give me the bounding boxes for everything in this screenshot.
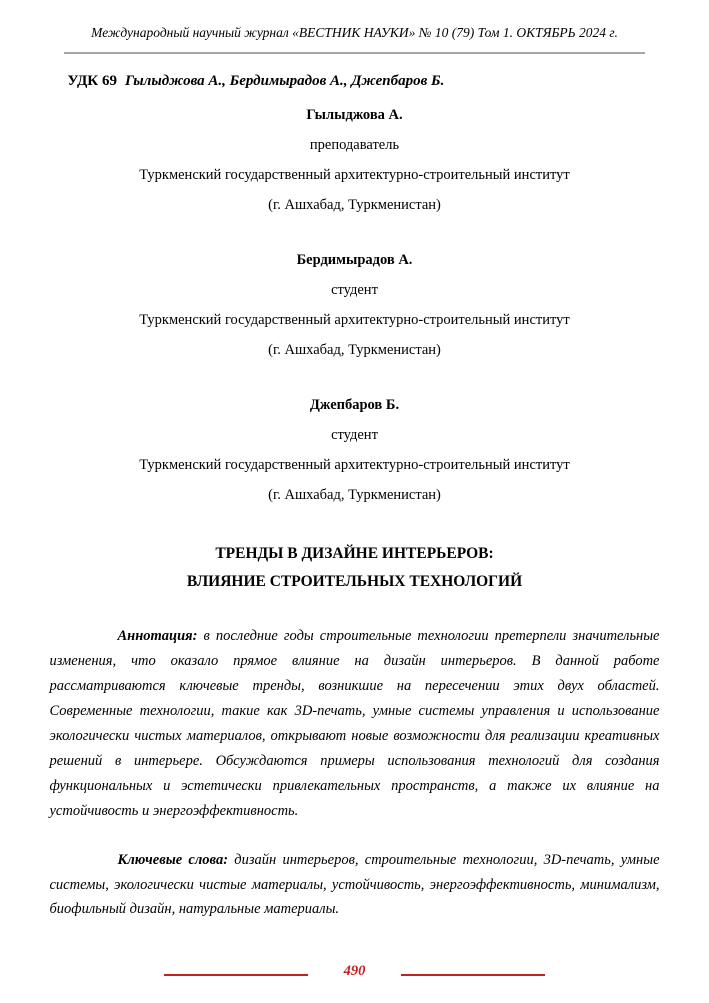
author-affiliation: Туркменский государственный архитектурно-строительный институт [139, 457, 570, 473]
keywords-text: дизайн интерьеров, строительные технологии, 3D-печать, умные системы, экологически чистые материалы, устойчивость, энергоэффективность, минимализм, биофильный дизайн, натуральные материалы. [49, 852, 660, 917]
author-role: студент [331, 282, 378, 298]
udc-label: УДК 69 [67, 73, 117, 89]
udc-authors: Гылыджова А., Бердимырадов А., Джепбаров Б. [124, 73, 445, 89]
author-location: (г. Ашхабад, Туркменистан) [268, 487, 441, 503]
author-location: (г. Ашхабад, Туркменистан) [268, 197, 441, 213]
author-name: Бердимырадов А. [296, 252, 413, 268]
keywords-label: Ключевые слова: [117, 852, 229, 868]
footer-left-line [164, 974, 308, 976]
udc-line [68, 70, 660, 92]
article-title-line2: ВЛИЯНИЕ СТРОИТЕЛЬНЫХ ТЕХНОЛОГИЙ [186, 573, 523, 590]
author-role: преподаватель [309, 137, 400, 153]
author-name: Джепбаров Б. [309, 397, 400, 413]
page-number: 490 [343, 962, 366, 979]
journal-header: Международный научный журнал «ВЕСТНИК НАУКИ» № 10 (79) Том 1. ОКТЯБРЬ 2024 г. [91, 25, 618, 40]
header-separator [64, 52, 645, 54]
page-content [50, 70, 660, 922]
author-name: Гылыджова А. [306, 107, 403, 123]
abstract-label: Аннотация: [117, 628, 198, 644]
article-title-line1: ТРЕНДЫ В ДИЗАЙНЕ ИНТЕРЬЕРОВ: [215, 545, 494, 562]
keywords-paragraph [50, 848, 660, 922]
author-location: (г. Ашхабад, Туркменистан) [268, 342, 441, 358]
author-block [50, 390, 660, 510]
footer-right-line [401, 974, 545, 976]
author-affiliation: Туркменский государственный архитектурно-строительный институт [139, 312, 570, 328]
author-block [50, 100, 660, 220]
article-title [50, 540, 660, 596]
abstract-text: в последние годы строительные технологии претерпели значительные изменения, что оказало прямое влияние на дизайн интерьеров. В данной работе рассматриваются ключевые тренды, возникшие на пересечении этих двух областей. Современные технологии, такие как 3D-печать, умные системы управления и использование экологически чистых материалов, открывают новые возможности для реализации креативных решений в интерьере. Обсуждаются примеры использования технологий для создания функциональных и эстетически привлекательных пространств, а также их влияние на устойчивость и энергоэффективность. [49, 628, 660, 819]
page-footer [0, 961, 709, 981]
abstract-paragraph [50, 624, 660, 824]
author-block [50, 245, 660, 365]
author-affiliation: Туркменский государственный архитектурно-строительный институт [139, 167, 570, 183]
author-role: студент [331, 427, 378, 443]
